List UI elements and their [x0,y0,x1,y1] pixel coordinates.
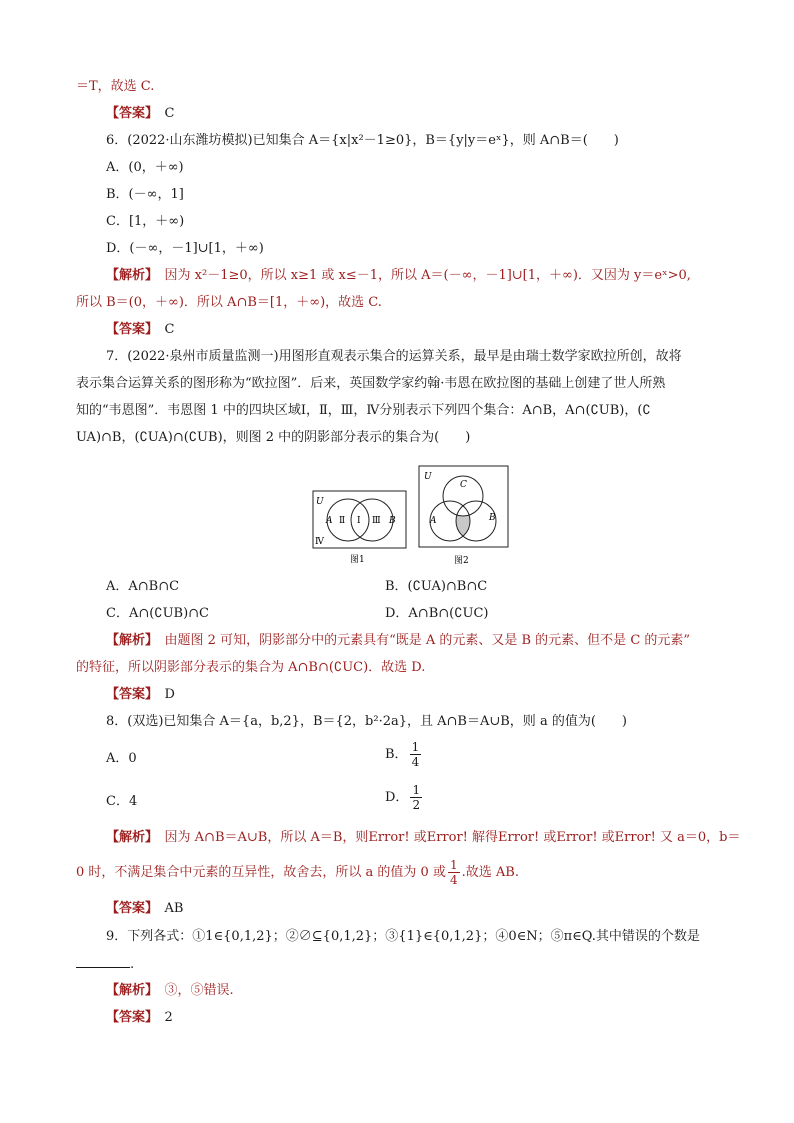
solution-text: .故选 AB. [461,865,519,880]
solution-6-line2: 所以 B＝(0，＋∞)．所以 A∩B＝[1，＋∞)，故选 C. [76,295,382,310]
q7-option-a: A．A∩B∩C [106,579,180,594]
answer-value: C [164,106,175,121]
solution-tag: 【解析】 [106,983,152,998]
solution-tag: 【解析】 [106,268,152,283]
question-7-line3: 知的“韦恩图”．韦恩图 1 中的四块区域Ⅰ，Ⅱ，Ⅲ，Ⅳ分别表示下列四个集合：A∩B，A∩(∁UB)，(∁ [76,403,651,418]
label-region-4: Ⅳ [315,537,324,547]
answer-tag: 【答案】 [106,106,152,121]
q8-option-a: A．0 [106,751,137,766]
answer-7 [106,686,175,704]
fraction [448,858,460,887]
q6-option-a: A．(0，＋∞) [106,160,184,175]
solution-text: 因为 x²－1≥0，所以 x≥1 或 x≤－1，所以 A＝(－∞，－1]∪[1，＋∞)．又因为 y＝eˣ>0, [164,268,691,283]
label-c: C [460,480,467,490]
solution-text: 0 时，不满足集合中元素的互异性，故舍去，所以 a 的值为 0 或 [76,865,446,880]
fraction [410,740,422,769]
answer-tag: 【答案】 [106,687,152,702]
label-b: B [489,513,496,523]
denominator: 4 [411,755,420,769]
q6-option-c: C．[1，＋∞) [106,214,185,229]
q8-option-b [385,740,423,769]
solution-8-line1 [106,829,740,847]
question-7-line4: UA)∩B，(∁UA)∩(∁UB)，则图 2 中的阴影部分表示的集合为( ) [76,430,471,445]
numerator: 1 [412,783,421,797]
answer-value: C [164,322,175,337]
label-a: A [430,516,437,526]
solution-text: 由题图 2 可知，阴影部分中的元素具有“既是 A 的元素、又是 B 的元素、但不是 C 的元素” [164,633,691,648]
q8-option-c: C．4 [106,794,138,809]
solution-text: 因为 A∩B＝A∪B，所以 A＝B，则Error! 或Error! 解得Error! 或Error! 或Error! 又 a＝0，b＝ [164,830,741,845]
option-label: D． [385,790,409,805]
answer-tag: 【答案】 [106,322,152,337]
answer-value: 2 [164,1010,173,1025]
solution-9 [106,982,234,1000]
q8-option-d [385,783,424,812]
denominator: 2 [412,798,421,812]
answer-9 [106,1009,173,1027]
venn-figure-1 [312,490,408,566]
q7-option-b: B．(∁UA)∩B∩C [385,579,488,594]
solution-tag: 【解析】 [106,633,152,648]
question-9-line1: 9．下列各式：①1∈{0,1,2}；②∅⊆{0,1,2}；③{1}∈{0,1,2}；④0∈N；⑤π∈Q.其中错误的个数是 [106,929,700,944]
numerator: 1 [449,858,458,872]
solution-6-line1 [106,267,691,285]
label-u: U [316,497,324,507]
answer-6 [106,321,174,339]
answer-blank [76,955,130,968]
label-region-3: Ⅲ [372,516,381,526]
fraction [410,783,422,812]
answer-5 [106,105,174,123]
label-b: B [389,516,396,526]
q7-option-d: D．A∩B∩(∁UC) [385,606,489,621]
solution-7-line2: 的特征，所以阴影部分表示的集合为 A∩B∩(∁UC)．故选 D. [76,660,426,675]
circle-a [327,499,369,541]
label-region-1: Ⅰ [357,516,361,526]
question-6: 6．(2022·山东潍坊模拟)已知集合 A＝{x|x²－1≥0}，B＝{y|y＝eˣ}，则 A∩B＝( ) [106,133,619,148]
answer-value: AB [164,901,184,916]
label-u: U [424,472,432,482]
solution-8-line2 [76,858,519,887]
answer-tag: 【答案】 [106,901,152,916]
q7-option-c: C．A∩(∁UB)∩C [106,606,209,621]
question-7-line2: 表示集合运算关系的图形称为“欧拉图”．后来，英国数学家约翰·韦恩在欧拉图的基础上创建了世人所熟 [76,376,666,391]
solution-tag: 【解析】 [106,830,152,845]
prev-solution-end: ＝T，故选 C. [76,79,155,94]
period: . [130,957,135,972]
denominator: 4 [449,873,458,887]
label-a: A [326,516,333,526]
option-label: B． [385,747,408,762]
label-region-2: Ⅱ [339,516,346,526]
figure-2-caption: 图2 [454,556,469,566]
question-9-line2 [76,955,134,974]
q6-option-b: B．(－∞，1] [106,187,184,202]
q6-option-d: D．(－∞，－1]∪[1，＋∞) [106,241,264,256]
solution-7-line1 [106,632,690,650]
answer-8 [106,900,183,918]
numerator: 1 [411,740,420,754]
answer-value: D [164,687,175,702]
solution-text: ③，⑤错误. [164,983,234,998]
question-8: 8．(双选)已知集合 A＝{a，b,2}，B＝{2，b²·2a}，且 A∩B＝A∪B，则 a 的值为( ) [106,714,627,729]
venn-figure-2 [418,465,510,569]
question-7-line1: 7．(2022·泉州市质量监测一)用图形直观表示集合的运算关系，最早是由瑞士数学家欧拉所创，故将 [106,349,682,364]
answer-tag: 【答案】 [106,1010,152,1025]
figure-1-caption: 图1 [350,555,365,565]
